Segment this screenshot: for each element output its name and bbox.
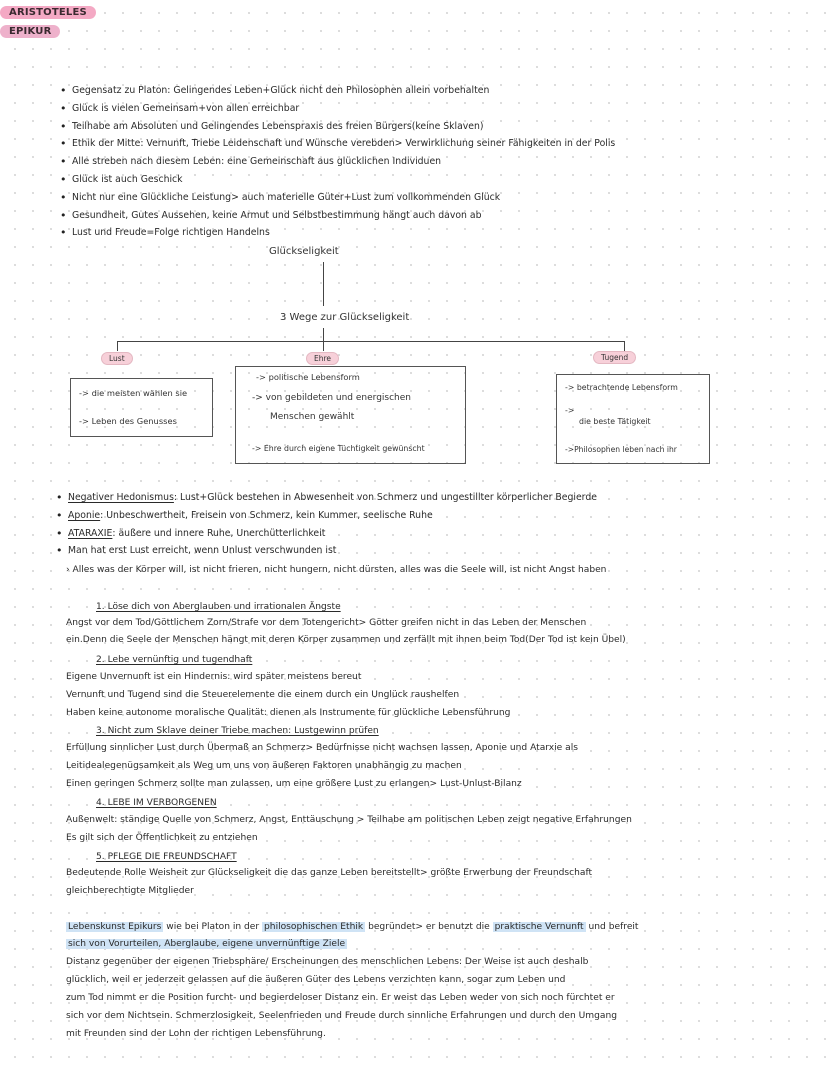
list-item: • Teilhabe am Absoluten und Gelingendes Lebenspraxis des freien Bürgers(keine Sklaven) <box>60 118 615 136</box>
section-title: 3. Nicht zum Sklave deiner Triebe machen: Lustgewinn prüfen <box>96 726 379 736</box>
text: begründet> er benutzt die <box>365 922 493 932</box>
epikur-bullet-list <box>56 489 597 560</box>
paragraph-line: Eigene Unvernunft ist ein Hindernis: wird später meistens bereut <box>66 672 362 682</box>
definition: : Unbeschwertheit, Freisein von Schmerz, kein Kummer, seelische Ruhe <box>100 509 433 521</box>
aristoteles-heading: ARISTOTELES <box>0 6 96 19</box>
section-title: 1. Löse dich von Aberglauben und irrationalen Ängste <box>96 602 341 612</box>
highlighted-text: philosophischen Ethik <box>264 922 364 932</box>
diagram-connector <box>117 341 624 342</box>
lust-item: -> Leben des Genusses <box>79 416 177 426</box>
diagram-connector <box>117 341 118 351</box>
definition: : äußere und innere Ruhe, Unerchütterlichkeit <box>112 527 326 539</box>
text: wie bei Platon in der <box>163 922 263 932</box>
ehre-item: -> Ehre durch eigene Tüchtigkeit gewünscht <box>252 444 425 453</box>
paragraph-line: Außenwelt: ständige Quelle von Schmerz, Angst, Enttäuschung > Teilhabe am politischen Leben zeigt negative Erfahrungen <box>66 815 632 825</box>
paragraph-line: Es gilt sich der Öffentlichkeit zu entziehen <box>66 833 258 843</box>
highlighted-text: sich von Vorurteilen, Aberglaube, eigene unvernünftige Ziele <box>68 939 346 949</box>
diagram-connector <box>323 262 324 306</box>
diagram-root: Glückseligkeit <box>269 246 339 257</box>
paragraph-line: ein.Denn die Seele der Menschen hängt mit deren Körper zusammen und zerfällt mit ihnen beim Tod(Der Tod ist kein Übel) <box>66 635 626 645</box>
list-item: • Glück ist auch Geschick <box>60 171 615 189</box>
definition: : Lust+Glück bestehen in Abwesenheit von Schmerz und ungestillter körperlicher Begierde <box>173 492 597 503</box>
lust-label: Lust <box>101 352 133 365</box>
list-item: • Gesundheit, Gutes Aussehen, keine Armut und Selbstbestimmung hängt auch davon ab <box>60 207 615 225</box>
epikur-subline: › Alles was der Körper will, ist nicht frieren, nicht hungern, nicht dürsten, alles was die Seele will, ist nicht Angst haben <box>66 565 607 575</box>
paragraph-line: Erfüllung sinnlicher Lust durch Übermaß an Schmerz> Bedürfnisse nicht wachsen lassen, Aponie und Atarxie als <box>66 743 578 753</box>
paragraph-line: glücklich, weil er jederzeit gelassen auf die äußeren Güter des Lebens verzichten kann, sogar zum Leben und <box>66 975 566 985</box>
definition: Man hat erst Lust erreicht, wenn Unlust verschwunden ist <box>68 545 337 557</box>
list-item: • Glück is vielen Gemeinsam+von allen erreichbar <box>60 100 615 118</box>
paragraph-line <box>66 937 347 951</box>
paragraph-line: gleichberechtigte Mitglieder <box>66 886 194 896</box>
epikur-heading: EPIKUR <box>0 25 60 38</box>
paragraph-line <box>66 920 639 934</box>
paragraph-line: Distanz gegenüber der eigenen Triebsphäre/ Erscheinungen des menschlichen Lebens: Der Weise ist auch deshalb <box>66 957 589 967</box>
tugend-item: -> <box>565 406 575 415</box>
highlighted-text: praktische Vernunft <box>494 922 584 932</box>
list-item <box>56 507 597 525</box>
lust-item: -> die meisten wählen sie <box>79 388 188 398</box>
ehre-item: -> von gebildeten und energischen <box>252 393 411 403</box>
highlighted-text: Lebenskunst Epikurs <box>68 922 162 932</box>
paragraph-line: Vernunft und Tugend sind die Steuerelemente die einem durch ein Unglück raushelfen <box>66 690 460 700</box>
term: Negativer Hedonismus <box>68 492 174 503</box>
list-item: • Lust und Freude=Folge richtigen Handelns <box>60 224 615 242</box>
section-title: 2. Lebe vernünftig und tugendhaft <box>96 655 253 665</box>
tugend-label: Tugend <box>593 351 636 364</box>
diagram-branch: 3 Wege zur Glückseligkeit <box>280 312 410 323</box>
section-title: 5. PFLEGE DIE FREUNDSCHAFT <box>96 852 237 862</box>
tugend-item: die beste Tätigkeit <box>579 417 651 426</box>
diagram-connector <box>323 328 324 341</box>
section-title: 4. LEBE IM VERBORGENEN <box>96 798 217 808</box>
ehre-box <box>235 366 466 464</box>
paragraph-line: Einen geringen Schmerz sollte man zulassen, um eine größere Lust zu erlangen> Lust-Unlust-Bilanz <box>66 779 522 789</box>
term: ATARAXIE <box>68 527 113 539</box>
paragraph-line: zum Tod nimmt er die Position furcht- und begierdeloser Distanz ein. Er weist das Leben weder von sich noch fürchtet er <box>66 993 615 1003</box>
ehre-item: -> politische Lebensform <box>256 372 360 382</box>
paragraph-line: Leitidealegenügsamkeit als Weg um uns von äußeren Faktoren unabhängig zu machen <box>66 761 462 771</box>
tugend-box <box>556 374 710 464</box>
diagram-connector <box>624 341 625 351</box>
list-item: • Alle streben nach diesem Leben: eine Gemeinschaft aus glücklichen Individuen <box>60 153 615 171</box>
diagram-connector <box>323 341 324 351</box>
paragraph-line: Angst vor dem Tod/Göttlichem Zorn/Strafe vor dem Totengericht> Götter greifen nicht in das Leben der Menschen <box>66 618 587 628</box>
list-item <box>56 542 597 560</box>
paragraph-line: mit Freunden sind der Lohn der richtigen Lebensführung. <box>66 1029 326 1039</box>
tugend-item: -> betrachtende Lebensform <box>565 383 678 392</box>
paragraph-line: Haben keine autonome moralische Qualität: dienen als Instrumente für glückliche Lebensführung <box>66 708 511 718</box>
list-item: • Nicht nur eine Glückliche Leistung> auch materielle Güter+Lust zum vollkommenden Glück <box>60 189 615 207</box>
tugend-item: ->Philosophen leben nach ihr <box>565 445 677 454</box>
aristoteles-bullet-list <box>60 82 615 242</box>
lust-box <box>70 378 213 437</box>
paragraph-line: sich vor dem Nichtsein. Schmerzlosigkeit, Seelenfrieden und Freude durch sinnliche Erfahrungen und durch den Umgang <box>66 1011 618 1021</box>
list-item <box>56 525 597 543</box>
paragraph-line: Bedeutende Rolle Weisheit zur Glückseligkeit die das ganze Leben bereitstellt> größte Erwerbung der Freundschaft <box>66 868 593 878</box>
list-item: • Gegensatz zu Platon: Gelingendes Leben+Glück nicht den Philosophen allein vorbehalten <box>60 82 615 100</box>
list-item: • Ethik der Mitte: Vernunft, Triebe Leidenschaft und Wünsche verebden> Verwirklichung seiner Fähigkeiten in der Polis <box>60 135 615 153</box>
ehre-item: Menschen gewählt <box>270 412 355 422</box>
text: und befreit <box>585 922 639 932</box>
list-item <box>56 489 597 507</box>
term: Aponie <box>68 509 101 521</box>
ehre-label: Ehre <box>306 352 339 365</box>
